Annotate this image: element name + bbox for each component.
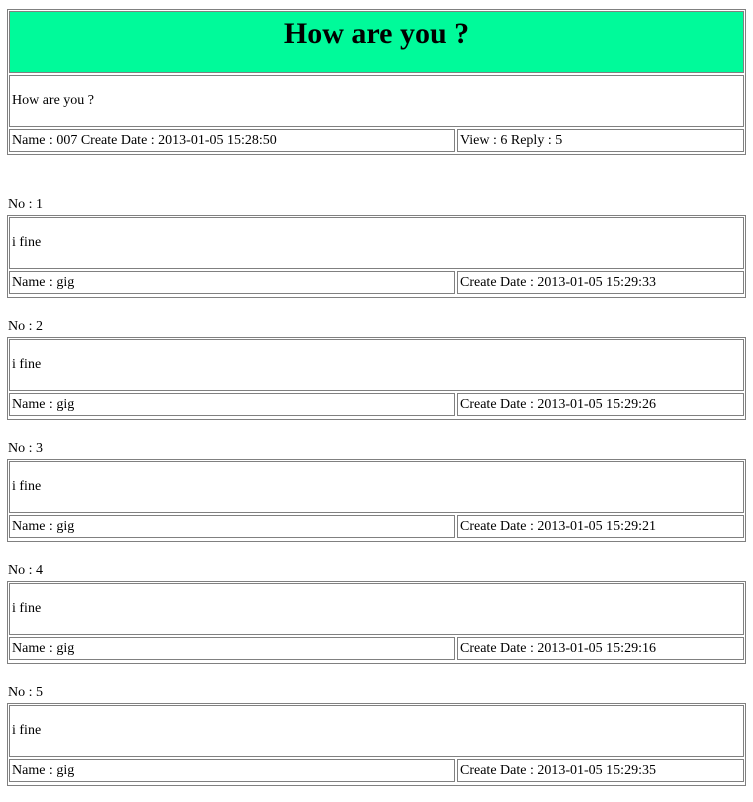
reply-number: No : 4 [8,563,43,578]
reply-table [7,459,746,542]
reply-body: i fine [9,461,744,513]
reply-author: Name : gig [9,637,455,660]
reply-body: i fine [9,339,744,391]
reply-author: Name : gig [9,393,455,416]
reply-author: Name : gig [9,271,455,294]
reply-author: Name : gig [9,515,455,538]
reply-number: No : 1 [8,197,43,212]
reply-date: Create Date : 2013-01-05 15:29:35 [457,759,744,782]
topic-body: How are you ? [9,75,744,127]
reply-date: Create Date : 2013-01-05 15:29:16 [457,637,744,660]
reply-table [7,337,746,420]
reply-author: Name : gig [9,759,455,782]
topic-view-reply-count: View : 6 Reply : 5 [457,129,744,152]
topic-table [7,9,746,155]
reply-body: i fine [9,217,744,269]
reply-number: No : 5 [8,685,43,700]
topic-title: How are you ? [9,11,744,73]
reply-body: i fine [9,583,744,635]
reply-body: i fine [9,705,744,757]
reply-table [7,703,746,786]
reply-date: Create Date : 2013-01-05 15:29:26 [457,393,744,416]
topic-author-date: Name : 007 Create Date : 2013-01-05 15:28:50 [9,129,455,152]
reply-number: No : 3 [8,441,43,456]
reply-date: Create Date : 2013-01-05 15:29:33 [457,271,744,294]
reply-number: No : 2 [8,319,43,334]
reply-table [7,581,746,664]
reply-table [7,215,746,298]
reply-date: Create Date : 2013-01-05 15:29:21 [457,515,744,538]
